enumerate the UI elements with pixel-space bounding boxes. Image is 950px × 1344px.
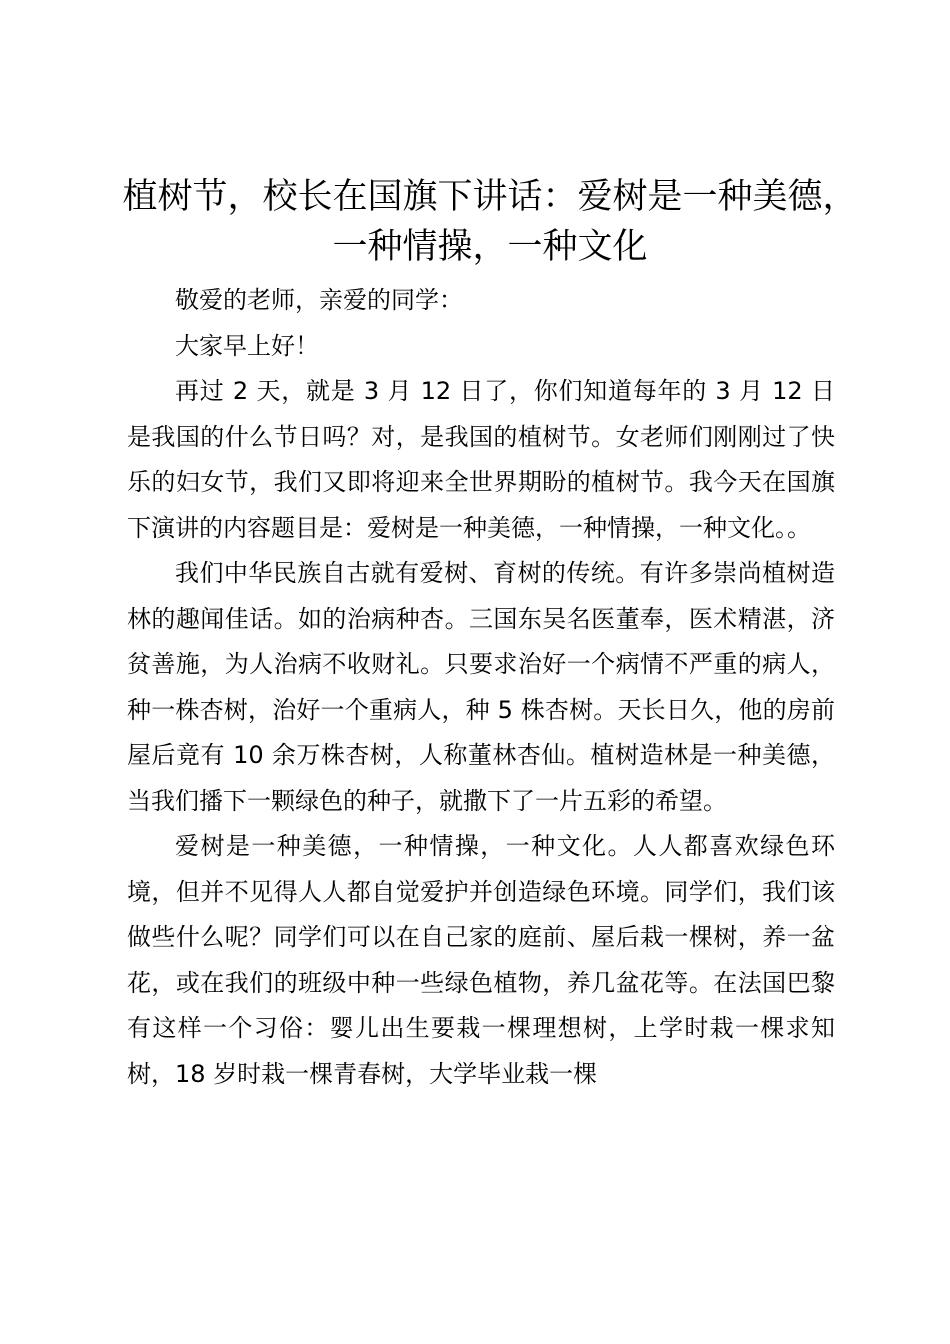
paragraph-tradition: 我们中华民族自古就有爱树、育树的传统。有许多崇尚植树造林的趣闻佳话。如的治病种杏。三国东吴名医董奉，医术精湛，济贫善施，为人治病不收财礼。只要求治好一个病情不严重的病人，种一株杏树，治好一个重病人，种 5 株杏树。天长日久，他的房前屋后竟有 10 余万株杏树，人称董林杏仙。植树造林是一种美德，当我们播下一颗绿色的种子，就撒下了一片五彩的希望。: [127, 559, 835, 815]
title-line-2: 一种情操，一种文化: [332, 227, 648, 267]
document-title: [110, 172, 870, 272]
greeting: 大家早上好！: [175, 331, 319, 360]
paragraph-virtue: 爱树是一种美德，一种情操，一种文化。人人都喜欢绿色环境，但并不见得人人都自觉爱护并创造绿色环境。同学们，我们该做些什么呢？同学们可以在自己家的庭前、屋后栽一棵树，养一盆花，或在我们的班级中种一些绿色植物，养几盆花等。在法国巴黎有这样一个习俗：婴儿出生要栽一棵理想树，上学时栽一棵求知树，18 岁时栽一棵青春树，大学毕业栽一棵: [127, 832, 835, 1088]
document-body: [127, 278, 835, 1097]
salutation: 敬爱的老师，亲爱的同学：: [175, 286, 463, 314]
paragraph-intro: 再过 2 天，就是 3 月 12 日了，你们知道每年的 3 月 12 日是我国的什么节日吗？对，是我国的植树节。女老师们刚刚过了快乐的妇女节，我们又即将迎来全世界期盼的植树节。我今天在国旗下演讲的内容题目是：爱树是一种美德，一种情操，一种文化。。: [127, 377, 835, 542]
title-line-1: 植树节，校长在国旗下讲话：爱树是一种美德，: [122, 177, 858, 217]
